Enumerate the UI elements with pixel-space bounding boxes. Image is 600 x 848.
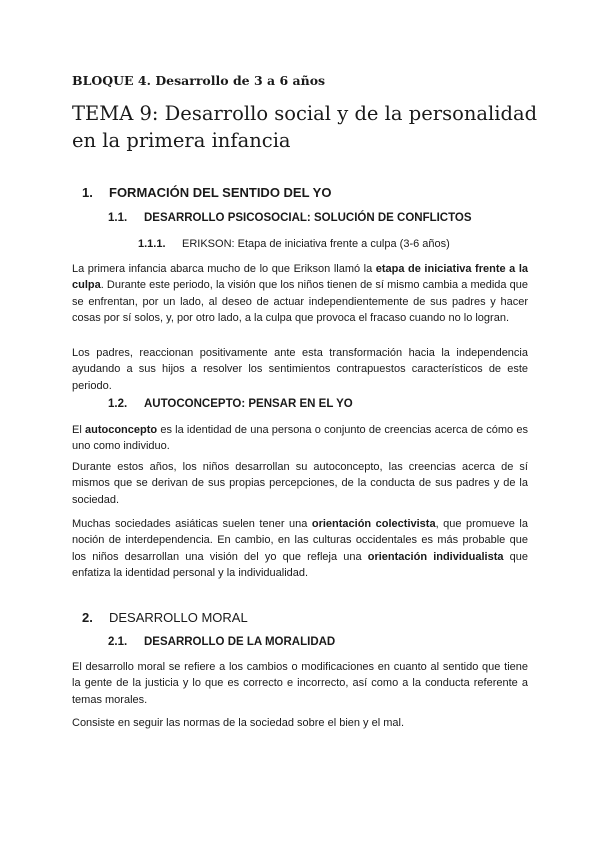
- section-number: 2.1.: [108, 636, 128, 648]
- paragraph-development: Durante estos años, los niños desarrollan su autoconcepto, las creencias acerca de sí mismos que se derivan de sus propias percepciones, de la conducta de sus padres y de la sociedad.: [72, 461, 528, 506]
- paragraph-moral-norms: Consiste en seguir las normas de la sociedad sobre el bien y el mal.: [72, 717, 405, 729]
- paragraph-moral-definition: El desarrollo moral se refiere a los cambios o modificaciones en cuanto al sentido que tiene la gente de la justicia y lo que es correcto e incorrecto, así como a la conducta referente a temas morales.: [72, 661, 528, 706]
- section-number: 1.1.: [108, 212, 128, 224]
- section-title: DESARROLLO PSICOSOCIAL: SOLUCIÓN DE CONFLICTOS: [144, 212, 472, 224]
- term-bold: orientación individualista: [367, 550, 504, 563]
- section-1-heading: [82, 185, 331, 200]
- section-1-2-heading: [108, 398, 353, 410]
- paragraph-erikson: La primera infancia abarca mucho de lo que Erikson llamó la etapa de iniciativa frente a la culpa. Durante este periodo, la visión que los niños tienen de sí mismo cambia a medida que se enfrentan, por un lado, al deseo de actuar independientemente de sus padres y hacer cosas por sí solos, y, por otro lado, a la culpa que provoca el fracaso cuando no lo logran.: [72, 263, 528, 325]
- section-number: 1.: [82, 185, 93, 200]
- term-bold: etapa de iniciativa frente a la culpa: [72, 263, 528, 292]
- section-number: 2.: [82, 610, 93, 625]
- section-title: FORMACIÓN DEL SENTIDO DEL YO: [109, 185, 332, 200]
- paragraph-autoconcepto: El autoconcepto es la identidad de una persona o conjunto de creencias acerca de cómo es uno como individuo.: [72, 424, 528, 453]
- section-title: ERIKSON: Etapa de iniciativa frente a culpa (3-6 años): [182, 238, 450, 250]
- section-1-1-1-heading: [138, 238, 450, 250]
- section-number: 1.1.1.: [138, 238, 166, 250]
- topic-title: TEMA 9: Desarrollo social y de la personalidad en la primera infancia: [72, 102, 538, 152]
- term-bold: autoconcepto: [85, 424, 158, 436]
- section-title: DESARROLLO DE LA MORALIDAD: [144, 636, 336, 648]
- section-2-heading: [82, 610, 248, 625]
- section-title: AUTOCONCEPTO: PENSAR EN EL YO: [144, 398, 353, 410]
- section-1-1-heading: [108, 212, 472, 224]
- block-heading: BLOQUE 4. Desarrollo de 3 a 6 años: [72, 73, 326, 88]
- section-2-1-heading: [108, 636, 335, 648]
- section-number: 1.2.: [108, 398, 128, 410]
- term-bold: orientación colectivista: [311, 518, 436, 530]
- paragraph-parents: Los padres, reaccionan positivamente ante esta transformación hacia la independencia ayudando a sus hijos a resolver los sentimientos contrapuestos característicos de este periodo.: [72, 347, 528, 392]
- section-title: DESARROLLO MORAL: [109, 610, 248, 625]
- paragraph-cultures: Muchas sociedades asiáticas suelen tener una orientación colectivista, que promueve la noción de interdependencia. En cambio, en las culturas occidentales es más probable que los niños desarrollan una visión del yo que refleja una orientación individualista que enfatiza la identidad personal y la individualidad.: [72, 518, 528, 580]
